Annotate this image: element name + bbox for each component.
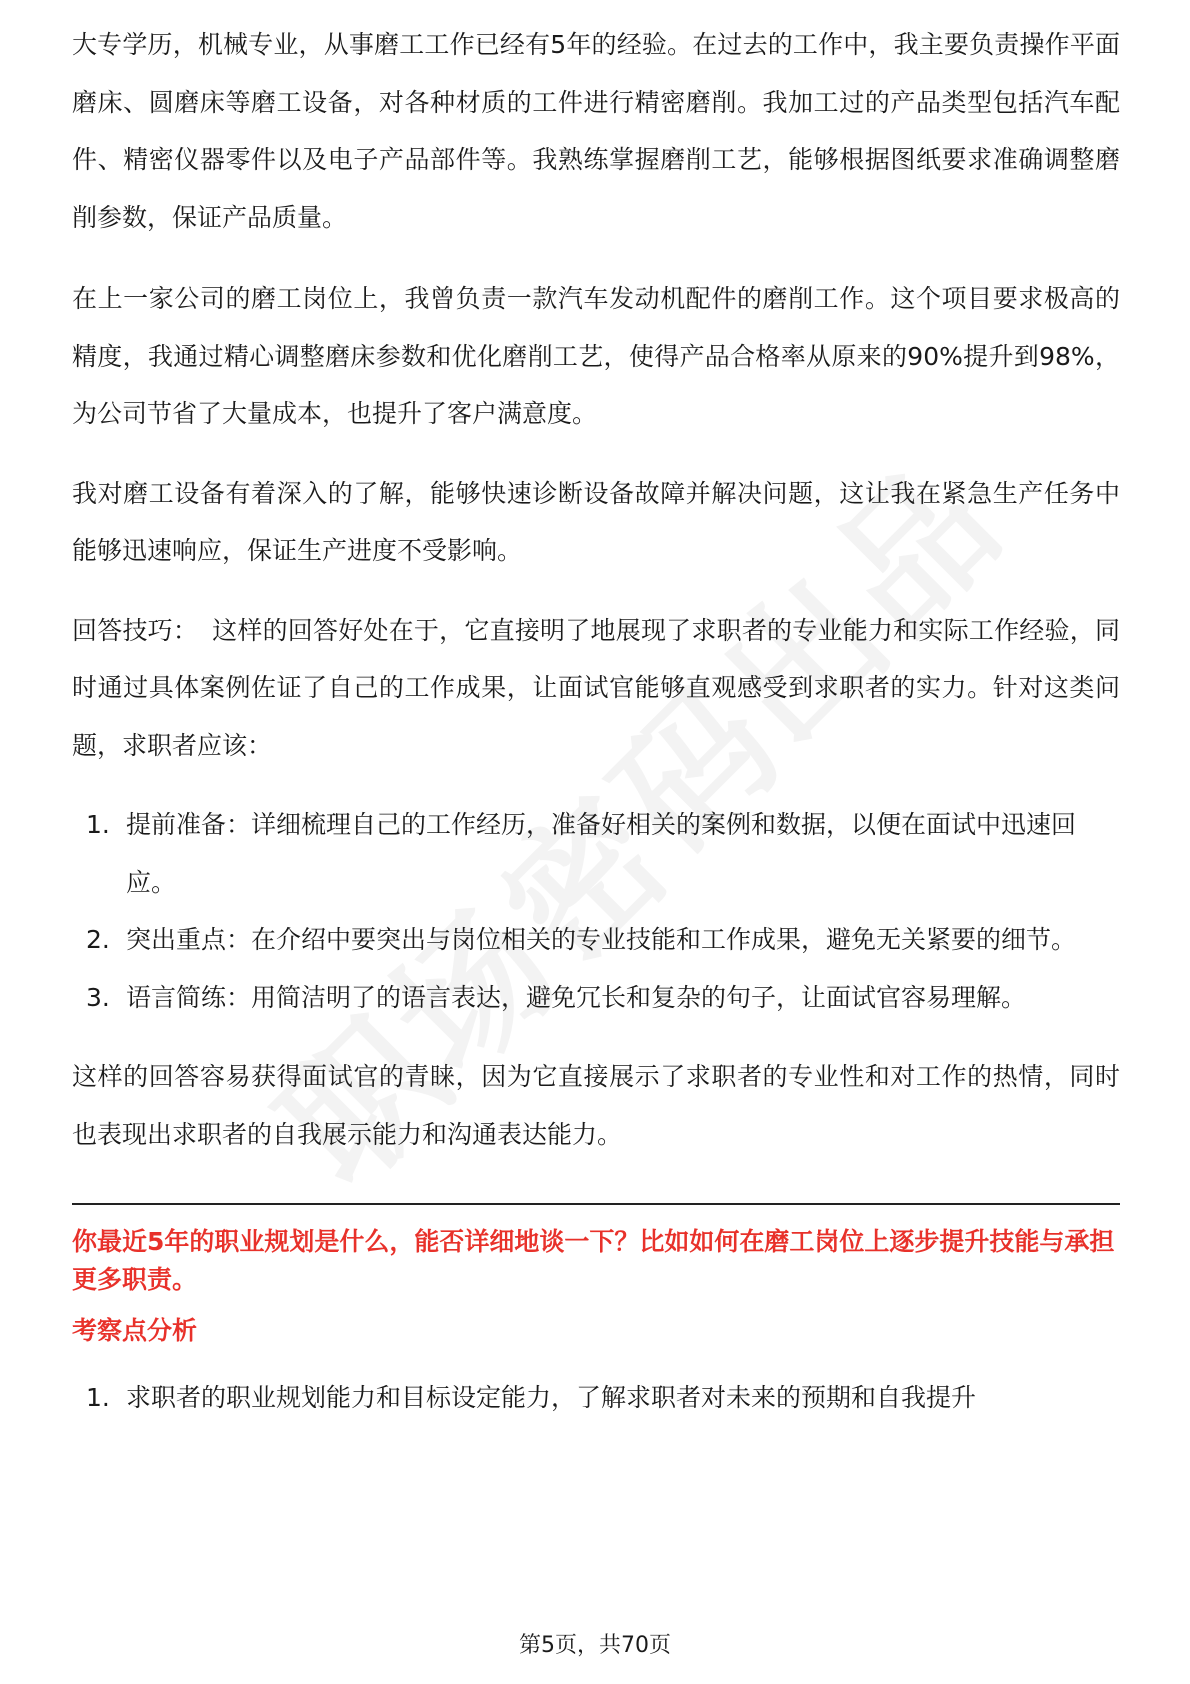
paragraph-conclusion: [72, 1048, 1120, 1163]
paragraph-experience: [72, 16, 1120, 246]
paragraph-text: 我对磨工设备有着深入的了解，能够快速诊断设备故障并解决问题，这让我在紧急生产任务中能够迅速响应，保证生产进度不受影响。: [72, 478, 1120, 565]
list-item: [72, 796, 1120, 911]
tips-text: 这样的回答好处在于，它直接明了地展现了求职者的专业能力和实际工作经验，同时通过具体案例佐证了自己的工作成果，让面试官能够直观感受到求职者的实力。针对这类问题，求职者应该：: [72, 615, 1120, 760]
list-item-number: 1.: [86, 810, 110, 839]
tips-label: 回答技巧：: [72, 615, 199, 645]
paragraph-text: 大专学历，机械专业，从事磨工工作已经有5年的经验。在过去的工作中，我主要负责操作平面磨床、圆磨床等磨工设备，对各种材质的工件进行精密磨削。我加工过的产品类型包括汽车配件、精密仪器零件以及电子产品部件等。我熟练掌握磨削工艺，能够根据图纸要求准确调整磨削参数，保证产品质量。: [72, 30, 1120, 232]
paragraph-text: 在上一家公司的磨工岗位上，我曾负责一款汽车发动机配件的磨削工作。这个项目要求极高的精度，我通过精心调整磨床参数和优化磨削工艺，使得产品合格率从原来的90%提升到98%，为公司节省了大量成本，也提升了客户满意度。: [72, 284, 1120, 428]
list-item-text: 在介绍中要突出与岗位相关的专业技能和工作成果，避免无关紧要的细节。: [251, 925, 1077, 954]
interview-question: 你最近5年的职业规划是什么，能否详细地谈一下？比如如何在磨工岗位上逐步提升技能与承担更多职责。: [72, 1227, 1115, 1294]
list-item-label: 提前准备：: [126, 810, 252, 839]
list-item-number: 3.: [86, 982, 110, 1012]
list-item-text: 用简洁明了的语言表达，避免冗长和复杂的句子，让面试官容易理解。: [251, 982, 1027, 1012]
page-content: [72, 0, 1120, 1427]
list-item-text: 详细梳理自己的工作经历，准备好相关的案例和数据，以便在面试中迅速回应。: [126, 810, 1077, 897]
list-item-number: 1.: [86, 1383, 110, 1412]
analysis-list: [72, 1369, 1120, 1427]
tips-list: [72, 796, 1120, 1026]
paragraph-project: [72, 270, 1120, 443]
paragraph-text: 这样的回答容易获得面试官的青睐，因为它直接展示了求职者的专业性和对工作的热情，同时也表现出求职者的自我展示能力和沟通表达能力。: [72, 1062, 1120, 1149]
list-item: [72, 969, 1120, 1027]
answer-tips: [72, 602, 1120, 775]
list-item-number: 2.: [86, 925, 110, 954]
paragraph-skills: [72, 465, 1120, 580]
analysis-title: 考察点分析: [72, 1316, 198, 1345]
list-item-label: 突出重点：: [126, 925, 252, 954]
section-divider: [72, 1203, 1120, 1205]
list-item: [72, 1369, 1120, 1427]
list-item-label: 语言简练：: [126, 982, 252, 1012]
list-item: [72, 911, 1120, 969]
list-item-text: 求职者的职业规划能力和目标设定能力，了解求职者对未来的预期和自我提升: [126, 1383, 977, 1412]
page-number: 第5页，共70页: [519, 1633, 671, 1658]
